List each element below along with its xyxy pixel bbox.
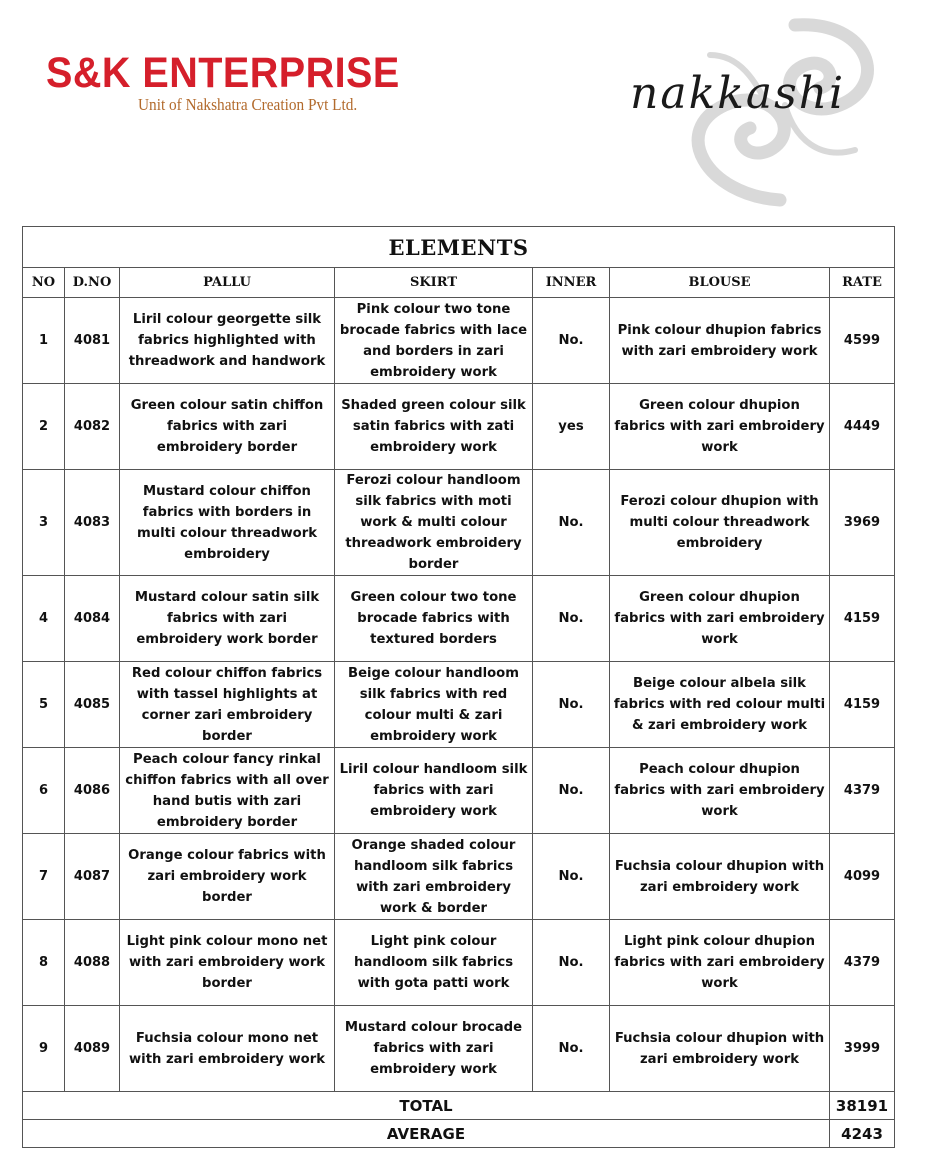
- table-row: [23, 1006, 895, 1092]
- cell-rate: 4159: [830, 576, 895, 662]
- header-row: [23, 268, 895, 298]
- cell-rate: 3969: [830, 470, 895, 576]
- cell-no: 9: [23, 1006, 65, 1092]
- cell-dno: 4083: [65, 470, 120, 576]
- cell-skirt: Shaded green colour silk satin fabrics with zati embroidery work: [335, 384, 533, 470]
- column-header-rate: RATE: [830, 268, 895, 298]
- cell-skirt: Orange shaded colour handloom silk fabrics with zari embroidery work & border: [335, 834, 533, 920]
- company-subtitle: Unit of Nakshatra Creation Pvt Ltd.: [138, 95, 358, 114]
- cell-rate: 4099: [830, 834, 895, 920]
- column-header-blouse: BLOUSE: [610, 268, 830, 298]
- cell-blouse: Fuchsia colour dhupion with zari embroidery work: [610, 1006, 830, 1092]
- cell-inner: No.: [533, 470, 610, 576]
- table-row: [23, 298, 895, 384]
- column-header-no: NO: [23, 268, 65, 298]
- cell-pallu: Red colour chiffon fabrics with tassel highlights at corner zari embroidery border: [120, 662, 335, 748]
- table-row: [23, 920, 895, 1006]
- cell-rate: 4379: [830, 920, 895, 1006]
- brand-wordmark: nakkashi: [630, 68, 846, 119]
- cell-skirt: Liril colour handloom silk fabrics with zari embroidery work: [335, 748, 533, 834]
- cell-no: 6: [23, 748, 65, 834]
- total-row: [23, 1092, 895, 1120]
- cell-pallu: Liril colour georgette silk fabrics highlighted with threadwork and handwork: [120, 298, 335, 384]
- cell-rate: 4159: [830, 662, 895, 748]
- column-header-inner: INNER: [533, 268, 610, 298]
- cell-inner: yes: [533, 384, 610, 470]
- column-header-pallu: PALLU: [120, 268, 335, 298]
- cell-inner: No.: [533, 748, 610, 834]
- cell-pallu: Mustard colour chiffon fabrics with borders in multi colour threadwork embroidery: [120, 470, 335, 576]
- cell-skirt: Light pink colour handloom silk fabrics with gota patti work: [335, 920, 533, 1006]
- column-header-skirt: SKIRT: [335, 268, 533, 298]
- cell-skirt: Ferozi colour handloom silk fabrics with moti work & multi colour threadwork embroidery border: [335, 470, 533, 576]
- average-value: 4243: [830, 1120, 895, 1148]
- column-header-dno: D.NO: [65, 268, 120, 298]
- cell-rate: 3999: [830, 1006, 895, 1092]
- cell-pallu: Peach colour fancy rinkal chiffon fabrics with all over hand butis with zari embroidery border: [120, 748, 335, 834]
- cell-inner: No.: [533, 576, 610, 662]
- cell-dno: 4081: [65, 298, 120, 384]
- cell-skirt: Beige colour handloom silk fabrics with red colour multi & zari embroidery work: [335, 662, 533, 748]
- cell-dno: 4089: [65, 1006, 120, 1092]
- cell-no: 3: [23, 470, 65, 576]
- table-row: [23, 662, 895, 748]
- cell-dno: 4087: [65, 834, 120, 920]
- cell-no: 4: [23, 576, 65, 662]
- cell-no: 1: [23, 298, 65, 384]
- cell-pallu: Orange colour fabrics with zari embroidery work border: [120, 834, 335, 920]
- cell-no: 5: [23, 662, 65, 748]
- cell-pallu: Mustard colour satin silk fabrics with zari embroidery work border: [120, 576, 335, 662]
- cell-blouse: Green colour dhupion fabrics with zari embroidery work: [610, 576, 830, 662]
- cell-skirt: Green colour two tone brocade fabrics with textured borders: [335, 576, 533, 662]
- cell-dno: 4086: [65, 748, 120, 834]
- cell-rate: 4599: [830, 298, 895, 384]
- cell-dno: 4084: [65, 576, 120, 662]
- table-row: [23, 576, 895, 662]
- average-row: [23, 1120, 895, 1148]
- cell-rate: 4379: [830, 748, 895, 834]
- cell-blouse: Green colour dhupion fabrics with zari embroidery work: [610, 384, 830, 470]
- table-row: [23, 748, 895, 834]
- cell-dno: 4082: [65, 384, 120, 470]
- cell-pallu: Light pink colour mono net with zari embroidery work border: [120, 920, 335, 1006]
- cell-pallu: Fuchsia colour mono net with zari embroidery work: [120, 1006, 335, 1092]
- cell-inner: No.: [533, 920, 610, 1006]
- cell-blouse: Fuchsia colour dhupion with zari embroidery work: [610, 834, 830, 920]
- cell-blouse: Beige colour albela silk fabrics with red colour multi & zari embroidery work: [610, 662, 830, 748]
- average-label: AVERAGE: [23, 1120, 830, 1148]
- cell-pallu: Green colour satin chiffon fabrics with zari embroidery border: [120, 384, 335, 470]
- cell-no: 8: [23, 920, 65, 1006]
- cell-dno: 4085: [65, 662, 120, 748]
- table-title: ELEMENTS: [23, 227, 895, 268]
- cell-blouse: Light pink colour dhupion fabrics with zari embroidery work: [610, 920, 830, 1006]
- table-row: [23, 834, 895, 920]
- total-label: TOTAL: [23, 1092, 830, 1120]
- cell-rate: 4449: [830, 384, 895, 470]
- company-logo: [46, 49, 400, 120]
- cell-blouse: Pink colour dhupion fabrics with zari embroidery work: [610, 298, 830, 384]
- elements-table: [22, 226, 894, 1148]
- cell-blouse: Ferozi colour dhupion with multi colour threadwork embroidery: [610, 470, 830, 576]
- table-row: [23, 384, 895, 470]
- cell-blouse: Peach colour dhupion fabrics with zari embroidery work: [610, 748, 830, 834]
- cell-skirt: Pink colour two tone brocade fabrics with lace and borders in zari embroidery work: [335, 298, 533, 384]
- total-value: 38191: [830, 1092, 895, 1120]
- cell-inner: No.: [533, 1006, 610, 1092]
- cell-inner: No.: [533, 834, 610, 920]
- company-name: S&K ENTERPRISE: [46, 49, 400, 97]
- cell-inner: No.: [533, 298, 610, 384]
- cell-no: 7: [23, 834, 65, 920]
- table-row: [23, 470, 895, 576]
- cell-inner: No.: [533, 662, 610, 748]
- brand-logo: [630, 10, 900, 210]
- cell-dno: 4088: [65, 920, 120, 1006]
- cell-skirt: Mustard colour brocade fabrics with zari embroidery work: [335, 1006, 533, 1092]
- cell-no: 2: [23, 384, 65, 470]
